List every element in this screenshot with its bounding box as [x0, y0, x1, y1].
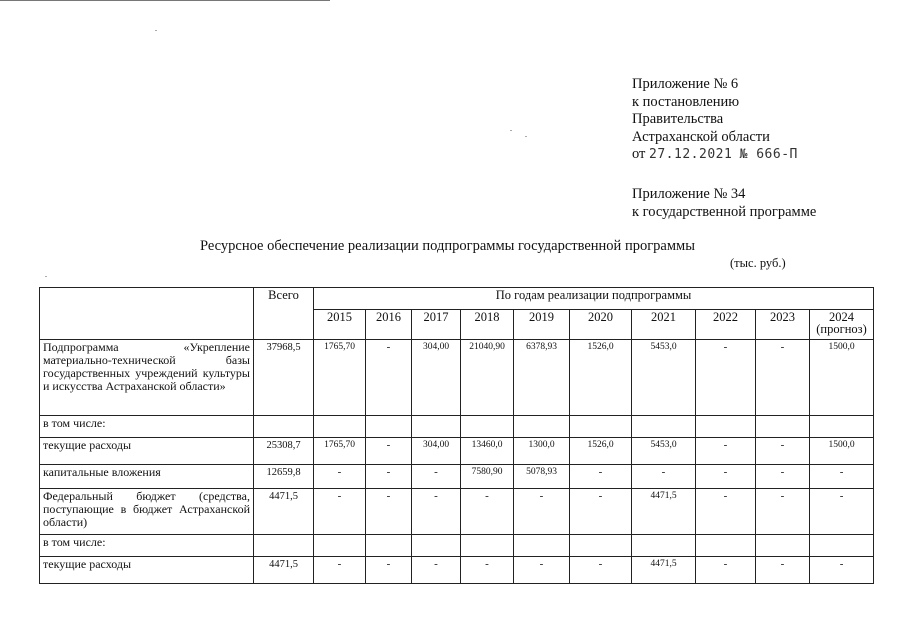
- row-year-value-cell: -: [366, 465, 412, 489]
- row-year-value-cell: 5453,0: [632, 438, 696, 465]
- row-year-value-cell: 5078,93: [514, 465, 570, 489]
- appendix-number: Приложение № 6: [632, 76, 739, 92]
- program-ref-line: к государственной программе: [632, 203, 817, 220]
- row-year-value-cell: -: [696, 489, 756, 535]
- row-year-value-cell: 21040,90: [461, 340, 514, 416]
- row-year-value-cell: 1765,70: [314, 340, 366, 416]
- appendix-ref-line: к постановлению: [632, 93, 740, 110]
- row-year-value-cell: [366, 535, 412, 557]
- row-year-value-cell: 304,00: [412, 340, 461, 416]
- scan-speck: [510, 130, 512, 131]
- row-year-value-cell: -: [366, 557, 412, 584]
- row-year-value-cell: 1300,0: [514, 438, 570, 465]
- scan-speck: [155, 30, 157, 31]
- appendix-authority-line: Правительства: [632, 111, 724, 127]
- table-row: [40, 465, 874, 489]
- row-year-value-cell: -: [412, 489, 461, 535]
- header-year: 2021: [632, 310, 696, 340]
- row-year-value-cell: [696, 416, 756, 438]
- row-total-cell: 37968,5: [254, 340, 314, 416]
- document-title: Ресурсное обеспечение реализации подпрограммы государственной программы: [200, 238, 695, 254]
- row-year-value-cell: [461, 535, 514, 557]
- table-row: [40, 340, 874, 416]
- row-name-cell: Подпрограмма «Укрепление материально-технической базы государственных учреждений культуры и искусства Астраханской области»: [40, 340, 254, 416]
- row-year-value-cell: [412, 416, 461, 438]
- appendix-date-line: [632, 146, 798, 164]
- row-year-value-cell: [570, 535, 632, 557]
- row-year-value-cell: [810, 416, 874, 438]
- scan-speck: [45, 276, 47, 277]
- scan-speck: [525, 136, 527, 137]
- header-year: 2018: [461, 310, 514, 340]
- row-year-value-cell: 4471,5: [632, 557, 696, 584]
- row-name-cell: в том числе:: [40, 416, 254, 438]
- row-year-value-cell: -: [366, 340, 412, 416]
- row-year-value-cell: [570, 416, 632, 438]
- row-name-cell: текущие расходы: [40, 438, 254, 465]
- row-year-value-cell: -: [412, 557, 461, 584]
- header-years-group: По годам реализации подпрограммы: [314, 288, 874, 310]
- row-year-value-cell: -: [810, 557, 874, 584]
- appendix-region-line: Астраханской области: [632, 128, 770, 145]
- resolution-number: № 666-П: [739, 147, 798, 162]
- resource-table: [39, 287, 874, 584]
- row-year-value-cell: -: [461, 557, 514, 584]
- table-row: [40, 535, 874, 557]
- header-year: 2024 (прогноз): [810, 310, 874, 340]
- row-year-value-cell: 5453,0: [632, 340, 696, 416]
- row-year-value-cell: 4471,5: [632, 489, 696, 535]
- row-year-value-cell: -: [366, 438, 412, 465]
- program-appendix-number: Приложение № 34: [632, 186, 746, 202]
- row-year-value-cell: [461, 416, 514, 438]
- row-year-value-cell: 1500,0: [810, 438, 874, 465]
- row-year-value-cell: 1765,70: [314, 438, 366, 465]
- header-total: Всего: [254, 288, 314, 340]
- row-total-cell: 4471,5: [254, 557, 314, 584]
- row-year-value-cell: 1526,0: [570, 340, 632, 416]
- row-year-value-cell: -: [696, 465, 756, 489]
- appendix-6-block: [632, 76, 798, 164]
- header-year: 2019: [514, 310, 570, 340]
- row-name-cell: Федеральный бюджет (средства, поступающие в бюджет Астраханской области): [40, 489, 254, 535]
- row-total-cell: [254, 535, 314, 557]
- row-year-value-cell: [412, 535, 461, 557]
- header-year: 2015: [314, 310, 366, 340]
- row-year-value-cell: -: [570, 465, 632, 489]
- row-name-cell: текущие расходы: [40, 557, 254, 584]
- table-row: [40, 416, 874, 438]
- row-total-cell: 4471,5: [254, 489, 314, 535]
- header-year: 2017: [412, 310, 461, 340]
- row-year-value-cell: 6378,93: [514, 340, 570, 416]
- row-year-value-cell: [756, 535, 810, 557]
- row-year-value-cell: [632, 535, 696, 557]
- row-year-value-cell: 304,00: [412, 438, 461, 465]
- row-year-value-cell: 1526,0: [570, 438, 632, 465]
- row-name-cell: капитальные вложения: [40, 465, 254, 489]
- row-total-cell: 25308,7: [254, 438, 314, 465]
- header-year: 2023: [756, 310, 810, 340]
- row-year-value-cell: [696, 535, 756, 557]
- date-prefix: от: [632, 146, 646, 162]
- row-year-value-cell: -: [314, 465, 366, 489]
- row-total-cell: [254, 416, 314, 438]
- row-year-value-cell: -: [366, 489, 412, 535]
- row-year-value-cell: [632, 416, 696, 438]
- row-year-value-cell: [756, 416, 810, 438]
- row-year-value-cell: -: [514, 557, 570, 584]
- table-row: [40, 489, 874, 535]
- scan-top-line: [0, 0, 330, 1]
- row-year-value-cell: -: [412, 465, 461, 489]
- header-year: 2022: [696, 310, 756, 340]
- row-year-value-cell: [810, 535, 874, 557]
- row-year-value-cell: -: [696, 438, 756, 465]
- row-year-value-cell: [366, 416, 412, 438]
- row-year-value-cell: 1500,0: [810, 340, 874, 416]
- units-label: (тыс. руб.): [730, 256, 786, 270]
- row-year-value-cell: [314, 535, 366, 557]
- header-year: 2016: [366, 310, 412, 340]
- resolution-date: 27.12.2021: [649, 147, 733, 162]
- row-year-value-cell: -: [461, 489, 514, 535]
- row-year-value-cell: -: [756, 489, 810, 535]
- header-name-cell: [40, 288, 254, 340]
- row-year-value-cell: -: [632, 465, 696, 489]
- row-year-value-cell: 13460,0: [461, 438, 514, 465]
- table-row: [40, 438, 874, 465]
- row-year-value-cell: 7580,90: [461, 465, 514, 489]
- header-year: 2020: [570, 310, 632, 340]
- row-year-value-cell: -: [756, 557, 810, 584]
- row-year-value-cell: -: [314, 557, 366, 584]
- row-year-value-cell: -: [696, 557, 756, 584]
- row-year-value-cell: -: [570, 557, 632, 584]
- table-row: [40, 557, 874, 584]
- row-year-value-cell: -: [756, 465, 810, 489]
- row-year-value-cell: -: [756, 340, 810, 416]
- row-year-value-cell: -: [514, 489, 570, 535]
- table-header-row: [40, 288, 874, 310]
- row-year-value-cell: -: [756, 438, 810, 465]
- row-year-value-cell: [314, 416, 366, 438]
- row-year-value-cell: [514, 535, 570, 557]
- row-total-cell: 12659,8: [254, 465, 314, 489]
- row-name-cell: в том числе:: [40, 535, 254, 557]
- row-year-value-cell: -: [696, 340, 756, 416]
- row-year-value-cell: -: [314, 489, 366, 535]
- row-year-value-cell: [514, 416, 570, 438]
- row-year-value-cell: -: [810, 465, 874, 489]
- row-year-value-cell: -: [810, 489, 874, 535]
- appendix-34-block: [632, 186, 816, 221]
- row-year-value-cell: -: [570, 489, 632, 535]
